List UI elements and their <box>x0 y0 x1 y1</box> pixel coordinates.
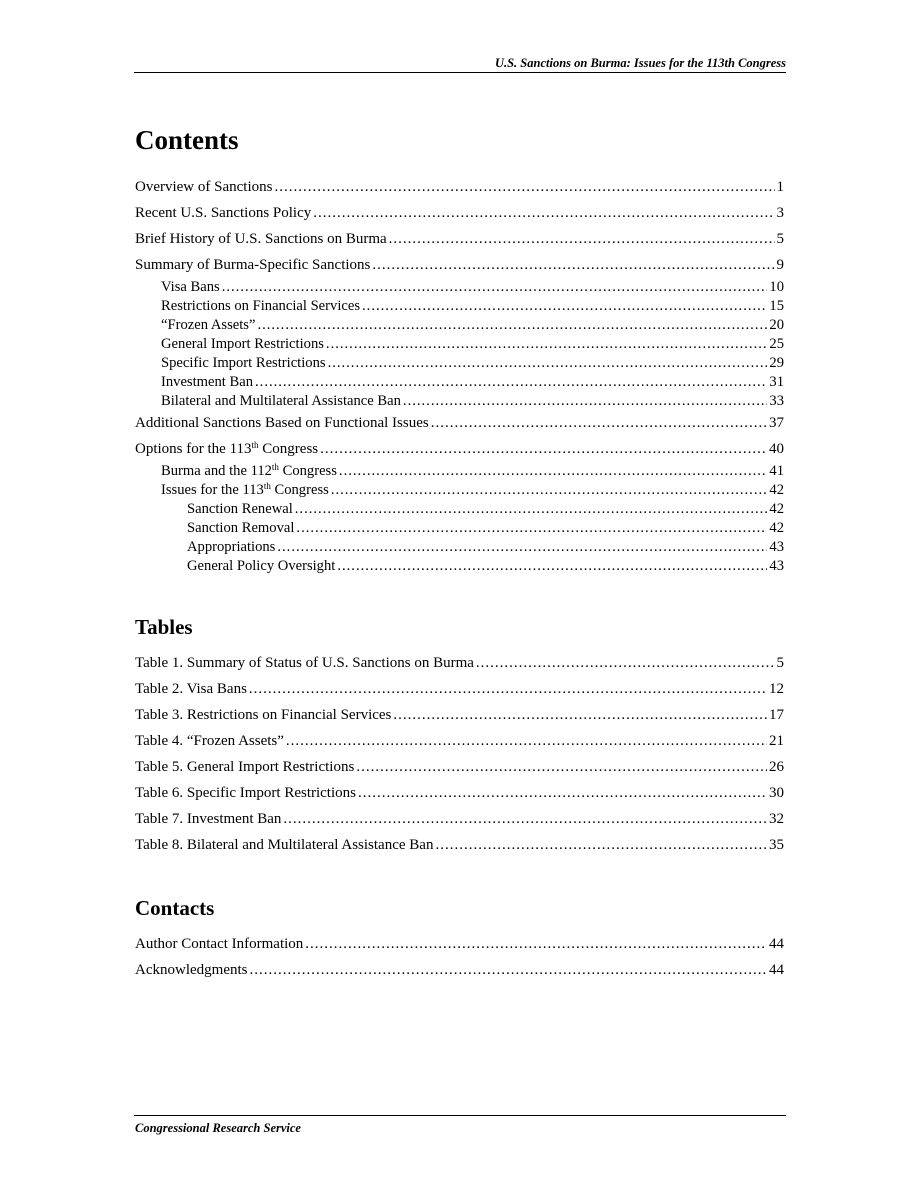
contacts-entry-page-number: 44 <box>769 962 784 978</box>
contents-entry-superscript: th <box>251 440 259 450</box>
table-of-tables-entry-label <box>135 706 391 724</box>
contents-entry-page-number: 31 <box>769 374 784 390</box>
table-of-tables-entry[interactable] <box>135 784 784 802</box>
table-of-tables-entry-label <box>135 680 247 698</box>
running-header-title: U.S. Sanctions on Burma: Issues for the 113th Congress <box>494 56 786 70</box>
contents-entry-text: Options for the 113 <box>135 441 252 457</box>
contents-entry-text-suffix: Congress <box>258 441 319 457</box>
contacts-entry[interactable] <box>135 935 784 953</box>
contacts-entry-text: Author Contact Information <box>135 936 304 952</box>
contents-entry-text: Overview of Sanctions <box>135 179 273 195</box>
contents-entry[interactable] <box>135 204 784 222</box>
dot-leader <box>277 538 767 556</box>
contents-entry[interactable] <box>161 297 784 315</box>
contents-entry-page-number: 29 <box>769 355 784 371</box>
dot-leader <box>328 354 768 372</box>
contents-entry-text-suffix: Congress <box>270 482 329 498</box>
contents-entry[interactable] <box>135 414 784 432</box>
contents-entry[interactable] <box>161 373 784 391</box>
table-of-tables-entry-page-number: 5 <box>776 655 784 671</box>
contents-entry-label <box>161 392 401 410</box>
dot-leader <box>372 256 774 274</box>
table-of-tables-entry[interactable] <box>135 758 784 776</box>
contents-entry-text: Bilateral and Multilateral Assistance Ban <box>161 393 401 409</box>
dot-leader <box>283 810 767 828</box>
dot-leader <box>305 935 767 953</box>
table-of-tables-entry-text: Table 3. Restrictions on Financial Services <box>135 707 392 723</box>
table-of-tables-entry[interactable] <box>135 680 784 698</box>
contents-entry-page-number: 42 <box>769 482 784 498</box>
contents-entry-label <box>161 297 360 315</box>
contents-entry-page-number: 42 <box>769 520 784 536</box>
dot-leader <box>222 278 768 296</box>
table-of-tables-entry-label <box>135 758 354 776</box>
contacts-entry[interactable] <box>135 961 784 979</box>
contents-entry-text: Issues for the 113 <box>161 482 264 498</box>
contents-entry-label <box>135 414 429 432</box>
footer-text: Congressional Research Service <box>135 1121 301 1135</box>
table-of-tables-entry-label <box>135 784 356 802</box>
contents-entry-page-number: 20 <box>769 317 784 333</box>
table-of-tables-entry-page-number: 17 <box>769 707 784 723</box>
dot-leader <box>476 654 775 672</box>
contents-entry-text: Visa Bans <box>161 279 220 295</box>
table-of-tables-entry-page-number: 26 <box>769 759 784 775</box>
dot-leader <box>358 784 767 802</box>
contents-entry-text: Recent U.S. Sanctions Policy <box>135 205 312 221</box>
contents-entry[interactable] <box>135 256 784 274</box>
contents-entry[interactable] <box>135 178 784 196</box>
tables-heading: Tables <box>135 615 193 639</box>
contents-entry[interactable] <box>161 462 784 480</box>
dot-leader <box>431 414 767 432</box>
contents-entry[interactable] <box>161 316 784 334</box>
dot-leader <box>331 481 768 499</box>
page-footer <box>134 1115 786 1135</box>
table-of-tables-entry[interactable] <box>135 732 784 750</box>
contents-entry[interactable] <box>187 538 784 556</box>
contents-entry-page-number: 42 <box>769 501 784 517</box>
contents-entry-page-number: 40 <box>769 441 784 457</box>
contents-entry[interactable] <box>135 230 784 248</box>
table-of-tables-entry-label <box>135 810 281 828</box>
dot-leader <box>403 392 767 410</box>
contents-entry-text: Specific Import Restrictions <box>161 355 326 371</box>
dot-leader <box>362 297 767 315</box>
contacts-entry-text: Acknowledgments <box>135 962 248 978</box>
contents-entry[interactable] <box>187 500 784 518</box>
table-of-tables-entry-page-number: 30 <box>769 785 784 801</box>
contents-heading: Contents <box>135 125 239 155</box>
contents-entry-text: Restrictions on Financial Services <box>161 298 361 314</box>
contents-entry-label <box>187 519 294 537</box>
contents-entry-text: Brief History of U.S. Sanctions on Burma <box>135 231 387 247</box>
contents-entry[interactable] <box>161 481 784 499</box>
contents-entry-superscript: th <box>263 481 271 491</box>
dot-leader <box>337 557 767 575</box>
table-of-tables-entry-page-number: 12 <box>769 681 784 697</box>
dot-leader <box>389 230 775 248</box>
table-of-tables-entry-label <box>135 732 284 750</box>
table-of-tables-entry-text: Table 8. Bilateral and Multilateral Assistance Ban <box>135 837 434 853</box>
contents-entry-label <box>187 538 275 556</box>
contents-entry-text: Appropriations <box>187 539 276 555</box>
contents-entry[interactable] <box>135 440 784 458</box>
table-of-tables-entry[interactable] <box>135 654 784 672</box>
contents-entry[interactable] <box>161 354 784 372</box>
dot-leader <box>255 373 767 391</box>
contents-entry-label <box>135 178 272 196</box>
contents-entry-label <box>135 256 370 274</box>
contents-entry-page-number: 43 <box>769 539 784 555</box>
dot-leader <box>286 732 767 750</box>
table-of-tables-entry-text: Table 7. Investment Ban <box>135 811 282 827</box>
contents-entry-label <box>161 354 326 372</box>
contents-entry-superscript: th <box>271 462 279 472</box>
contents-entry[interactable] <box>161 335 784 353</box>
dot-leader <box>393 706 767 724</box>
dot-leader <box>339 462 767 480</box>
table-of-tables-entry-page-number: 32 <box>769 811 784 827</box>
contents-entry-label <box>161 335 324 353</box>
contents-entry-page-number: 9 <box>776 257 784 273</box>
contents-entry[interactable] <box>187 519 784 537</box>
table-of-tables-entry[interactable] <box>135 706 784 724</box>
contents-entry-text: Additional Sanctions Based on Functional Issues <box>135 415 429 431</box>
contents-entry-page-number: 25 <box>769 336 784 352</box>
contents-entry-page-number: 41 <box>769 463 784 479</box>
contacts-entry-page-number: 44 <box>769 936 784 952</box>
contents-entry-label <box>135 230 387 248</box>
table-of-tables-entry-label <box>135 836 433 854</box>
table-of-tables-entry-text: Table 2. Visa Bans <box>135 681 247 697</box>
table-of-tables-entry-text: Table 6. Specific Import Restrictions <box>135 785 356 801</box>
table-of-tables-entry-text: Table 5. General Import Restrictions <box>135 759 355 775</box>
contents-entry[interactable] <box>187 557 784 575</box>
table-of-tables-entry-label <box>135 654 474 672</box>
contents-entry-text: Burma and the 112 <box>161 463 272 479</box>
dot-leader <box>326 335 767 353</box>
table-of-tables-entry-text: Table 4. “Frozen Assets” <box>135 733 284 749</box>
dot-leader <box>435 836 767 854</box>
contacts-entry-label <box>135 961 247 979</box>
contacts-heading: Contacts <box>135 896 215 920</box>
contents-entry-page-number: 10 <box>769 279 784 295</box>
contents-entry-text: General Import Restrictions <box>161 336 324 352</box>
contents-entry-label <box>161 278 220 296</box>
contents-entry-page-number: 43 <box>769 558 784 574</box>
contents-entry-text: Sanction Renewal <box>187 501 293 517</box>
contents-entry-label <box>187 557 335 575</box>
dot-leader <box>257 316 767 334</box>
contents-entry-page-number: 37 <box>769 415 784 431</box>
table-of-tables-entry-text: Table 1. Summary of Status of U.S. Sanctions on Burma <box>135 655 474 671</box>
contents-entry-page-number: 33 <box>769 393 784 409</box>
contents-entry-label <box>161 316 255 334</box>
contents-entry-page-number: 1 <box>776 179 784 195</box>
dot-leader <box>274 178 774 196</box>
contents-entry-text: “Frozen Assets” <box>161 317 256 333</box>
dot-leader <box>296 519 767 537</box>
contents-entry-text: Sanction Removal <box>187 520 295 536</box>
contacts-entry-label <box>135 935 303 953</box>
contents-entry[interactable] <box>161 278 784 296</box>
contents-entry-label <box>161 373 253 391</box>
contents-entry-page-number: 15 <box>769 298 784 314</box>
page-header <box>134 54 786 73</box>
contents-entry-label <box>161 481 329 499</box>
contents-entry-text-suffix: Congress <box>278 463 337 479</box>
contents-entry-label <box>135 204 311 222</box>
contents-entry-text: General Policy Oversight <box>187 558 336 574</box>
dot-leader <box>320 440 767 458</box>
contents-entry-text: Summary of Burma-Specific Sanctions <box>135 257 371 273</box>
contents-entry-text: Investment Ban <box>161 374 254 390</box>
contents-entry-label <box>135 440 318 458</box>
contents-entry[interactable] <box>161 392 784 410</box>
dot-leader <box>356 758 767 776</box>
contents-entry-label <box>161 462 337 480</box>
dot-leader <box>295 500 768 518</box>
table-of-tables-entry-page-number: 21 <box>769 733 784 749</box>
dot-leader <box>249 961 767 979</box>
contents-entry-page-number: 3 <box>776 205 784 221</box>
contents-entry-label <box>187 500 293 518</box>
dot-leader <box>249 680 767 698</box>
dot-leader <box>313 204 774 222</box>
table-of-tables-entry-page-number: 35 <box>769 837 784 853</box>
contents-entry-page-number: 5 <box>776 231 784 247</box>
table-of-tables-entry[interactable] <box>135 836 784 854</box>
table-of-tables-entry[interactable] <box>135 810 784 828</box>
